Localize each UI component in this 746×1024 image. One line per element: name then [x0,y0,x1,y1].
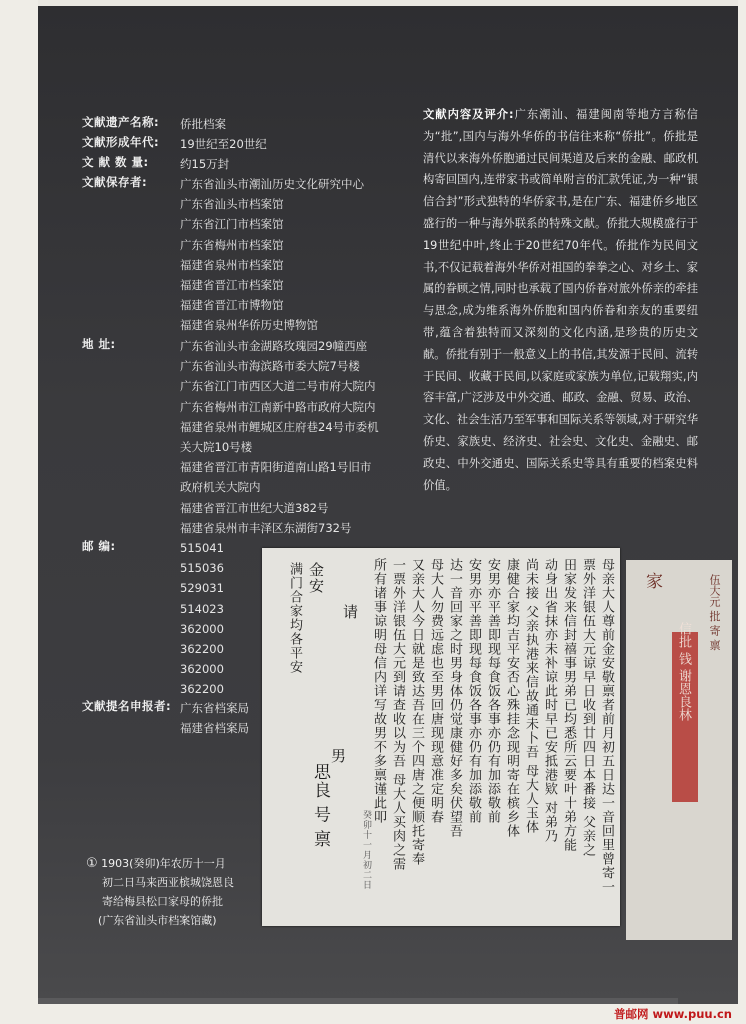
address-item: 福建省晋江市青阳街道南山路1号旧市 [180,460,372,475]
postcode-item: 515041 [180,541,224,555]
keeper-item: 广东省江门市档案馆 [180,217,284,232]
address-label: 地 址: [82,337,116,351]
envelope-text: 伍大元 批 寄 禀 [708,574,721,651]
keeper-item: 广东省汕头市潮汕历史文化研究中心 [180,177,364,191]
address-item: 广东省汕头市海滨路市委大院7号楼 [180,359,360,374]
postcode-list [180,538,250,700]
postcode-item: 362200 [180,682,224,697]
quantity-value: 约15万封 [180,157,230,171]
letter-column: 达一音回家之时男身体仍觉康健好多矣伏望吾 [447,558,462,838]
letter-column: 请 [341,604,359,620]
address-list [180,336,398,538]
period-value: 19世纪至20世纪 [180,137,267,151]
envelope-image [626,560,732,940]
letter-column: 尚未接 父亲执港来信故通未卜吾 母大人玉体 [523,558,538,835]
postcode-item: 362200 [180,642,224,657]
keeper-item: 广东省汕头市档案馆 [180,197,284,212]
letter-column: 票外洋银伍大元谅早日收到廿四日本番接 父亲之 [580,558,595,858]
letter-image [262,548,620,926]
name-value: 侨批档案 [180,117,226,131]
keeper-item: 福建省泉州市档案馆 [180,257,284,272]
letter-column: 安男亦平善即现每食饭各事亦仍有加添敬前 [485,558,500,824]
address-item: 广东省梅州市江南新中路市政府大院内 [180,399,376,414]
postcode-item: 529031 [180,581,224,596]
address-item: 关大院10号楼 [180,440,253,455]
applicant-label: 文献提名申报者: [82,699,172,713]
postcode-item: 362000 [180,662,224,677]
postcode-item: 514023 [180,601,224,616]
letter-column: 母亲大人尊前金安敬禀者前月初五日达一音回里曾寄一 [599,558,614,894]
letter-column: 思良 号 禀 [310,763,330,848]
applicant-item: 福建省档案局 [180,721,249,736]
keeper-item: 广东省梅州市档案馆 [180,237,284,252]
keeper-item: 福建省泉州华侨历史博物馆 [180,318,318,333]
letter-column: 康健合家均吉平安否心殊挂念现明寄在槟乡体 [504,558,519,838]
applicant-list [180,698,256,738]
caption-line: ① 1903(癸卯)年农历十一月 [86,856,226,871]
caption-line: 初二日马来西亚槟城饶恩良 [102,876,234,889]
address-item: 福建省泉州市鲤城区庄府巷24号市委机 [180,419,379,434]
letter-column: 田家发来信封禧事男弟已均悉所云要叶十弟方能 [561,558,576,852]
address-item: 福建省晋江市世纪大道382号 [180,500,329,515]
letter-column: 满门合家均各平安 [287,562,302,674]
postcode-label: 邮 编: [82,539,116,553]
letter-column: 所有诸事谅明母信内详写故男不多禀谨此叩 [371,558,386,824]
letter-column: 又亲大人今日就是致达吾在三个四唐之便顺托寄奉 [409,558,424,866]
keeper-item: 福建省晋江市博物馆 [180,298,284,313]
envelope-text: 信批 钱 谢恩良林 [676,622,691,722]
envelope-text: 家 [642,572,662,589]
site-watermark: 普邮网 www.puu.cn [614,1007,732,1021]
review-label: 文献内容及评介: [423,108,514,121]
caption-line: 寄给梅县松口家母的侨批 [102,895,223,908]
letter-column: 安男亦平善即现每食饭各事亦仍有加添敬前 [466,558,481,824]
page-edge-left [0,0,38,1024]
letter-column: 一票外洋银伍大元到请查收以为吾 母大人买肉之需 [390,558,405,872]
letter-column: 动身出省抹亦未补谅此时早已安抵港欵 对弟乃 [542,558,557,844]
quantity-label: 文 献 数 量: [82,155,149,169]
review-text [423,104,698,496]
letter-column: 母大人勿费远虑也至男回唐现现意准定明春 [428,558,443,824]
keeper-item: 福建省晋江市档案馆 [180,278,284,293]
caption-number: ① [86,856,98,871]
review-body: 广东潮汕、福建闽南等地方言称信为“批”,国内与海外华侨的书信往来称“侨批”。侨批是清代以来海外侨胞通过民间渠道及后来的金融、邮政机构寄回国内,连带家书或简单附言的汇款凭证,为一种“银信合封”形式独特的华侨家书,是在广东、福建侨乡地区盛行的一种与海外联系的特殊文献。侨批大规模盛行于19世纪中叶,终止于20世纪70年代。侨批作为民间文书,不仅记载着海外华侨对祖国的拳拳之心、对乡土、家属的眷顾之情,同时也承载了国内侨眷对旅外侨亲的牵挂与思念,成为维系海外侨胞和国内侨眷和亲友的重要纽带,蕴含着独特而又深刻的文化内涵,是珍贵的历史文献。侨批有别于一般意义上的书信,其发源于民间、流转于民间、收藏于民间,以家庭或家族为单位,记载翔实,内容丰富,广泛涉及中外交通、邮政、金融、贸易、政治、文化、社会生活乃至军事和国际关系等领域,对于研究华侨史、家族史、经济史、社会史、文化史、金融史、邮政史、中外交通史、国际关系史等具有重要的档案史料价值。 [423,108,698,492]
keepers-label: 文献保存者: [82,175,148,189]
period-label: 文献形成年代: [82,135,160,149]
page-edge-right [738,0,746,1024]
keepers-list [180,174,398,336]
postcode-item: 362000 [180,621,224,636]
page-edge-top [0,0,746,6]
address-item: 广东省汕头市金湖路玫瑰园29幢西座 [180,339,368,353]
address-item: 政府机关大院内 [180,480,261,495]
applicant-item: 广东省档案局 [180,701,249,715]
name-label: 文献遗产名称: [82,115,160,129]
address-item: 广东省江门市西区大道二号市府大院内 [180,379,376,394]
letter-column: 癸卯十一月初二日 [361,810,371,890]
letter-column: 金安 [307,562,325,594]
image-caption [86,854,258,930]
caption-line: (广东省汕头市档案馆藏) [98,914,217,927]
postcode-item: 515036 [180,561,224,576]
letter-column: 男 [329,748,347,764]
address-item: 福建省泉州市丰泽区东湖街732号 [180,520,352,535]
